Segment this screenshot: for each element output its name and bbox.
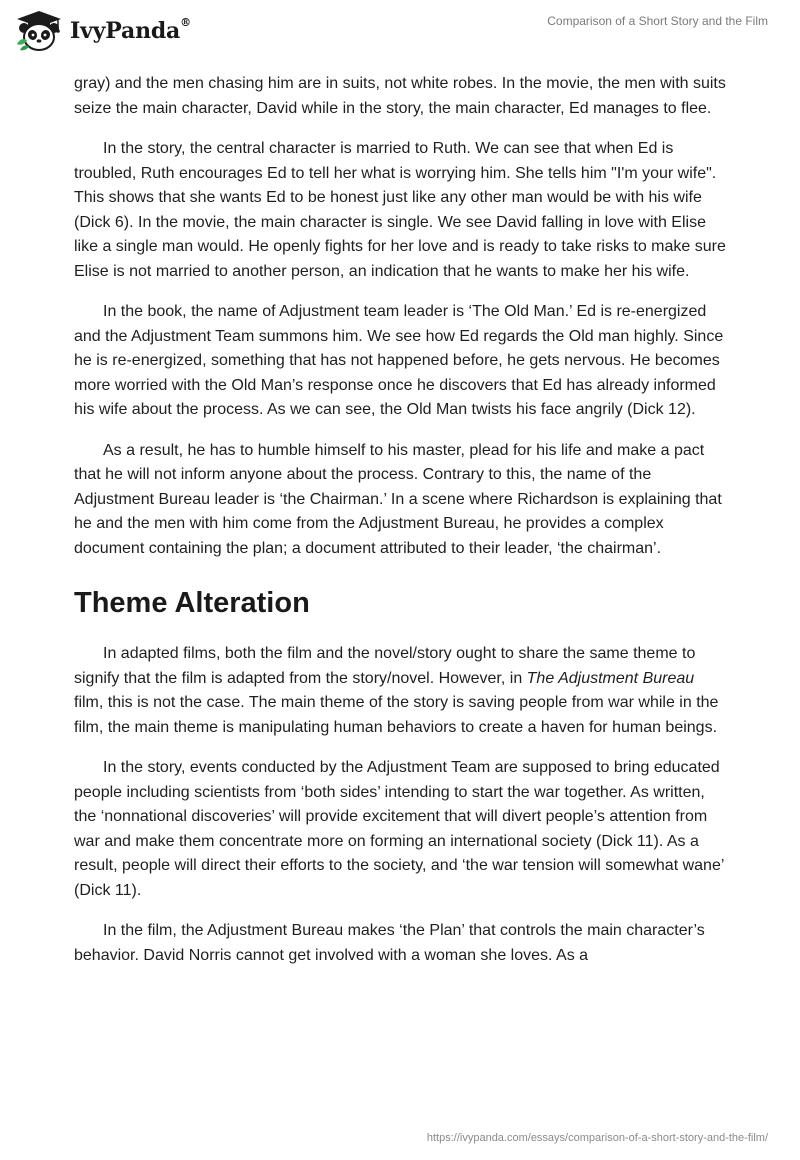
paragraph	[74, 642, 726, 740]
logo-wordmark: IvyPanda®	[70, 16, 191, 44]
paragraph: In the story, events conducted by the Adjustment Team are supposed to bring educated people including scientists from ‘both sides’ intending to start the war together. As written, the ‘nonnational discoveries’ will provide excitement that will divert people’s attention from war and make them concentrate more on forming an international society (Dick 11). As a result, people will direct their efforts to the society, and ‘the war tension will somewhat wane’ (Dick 11).	[74, 759, 724, 899]
source-url[interactable]: https://ivypanda.com/essays/comparison-of-a-short-story-and-the-film/	[426, 1132, 768, 1144]
essay-body	[74, 72, 726, 984]
paragraph-text: film, this is not the case. The main theme of the story is saving people from war while in the film, the main theme is manipulating human behaviors to create a haven for human beings.	[74, 694, 719, 736]
ivypanda-logo[interactable]	[14, 8, 191, 54]
page-header	[0, 0, 800, 60]
paragraph: In the book, the name of Adjustment team leader is ‘The Old Man.’ Ed is re-energized and the Adjustment Team summons him. We see how Ed regards the Old man highly. Since he is re-energized, something that has not happened before, he gets nervous. He becomes more worried with the Old Man’s response once he discovers that Ed has already informed his wife about the process. As we can see, the Old Man twists his face angrily (Dick 12).	[74, 303, 724, 418]
paragraph: gray) and the men chasing him are in suits, not white robes. In the movie, the men with suits seize the main character, David while in the story, the main character, Ed manages to flee.	[74, 75, 726, 117]
paragraph: In the film, the Adjustment Bureau makes ‘the Plan’ that controls the main character’s behavior. David Norris cannot get involved with a woman she loves. As a	[74, 922, 705, 964]
film-title: The Adjustment Bureau	[526, 669, 695, 687]
paragraph: As a result, he has to humble himself to his master, plead for his life and make a pact that he will not inform anyone about the process. Contrary to this, the name of the Adjustment Bureau leader is ‘the Chairman.’ In a scene where Richardson is explaining that he and the men with him come from the Adjustment Bureau, he provides a complex document containing the plan; a document attributed to their leader, ‘the chairman’.	[74, 441, 722, 557]
paragraph: In the story, the central character is married to Ruth. We can see that when Ed is troubled, Ruth encourages Ed to tell her what is worrying him. She tells him "I'm your wife". This shows that she wants Ed to be honest just like any other man would be with his wife (Dick 6). In the movie, the main character is single. We see David falling in love with Elise like a single man would. He openly fights for her love and is ready to take risks to make sure Elise is not married to another person, an indication that he wants to make her his wife.	[74, 140, 726, 280]
document-title: Comparison of a Short Story and the Film	[547, 14, 768, 28]
panda-graduation-cap-icon	[14, 10, 64, 52]
paragraph-text: In adapted films, both the film and the novel/story ought to share the same theme to signify that the film is adapted from the story/novel. However, in	[74, 645, 696, 687]
section-heading: Theme Alteration	[74, 587, 310, 619]
